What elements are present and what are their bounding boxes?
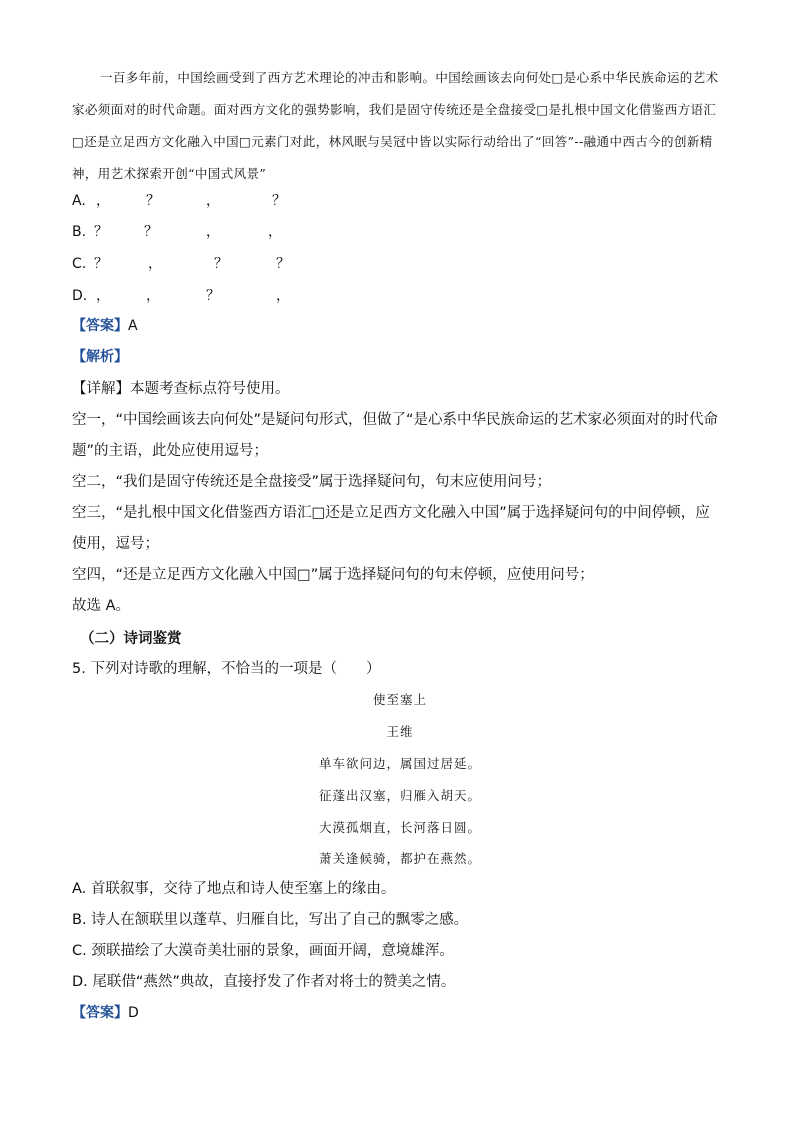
option-a [72,190,372,212]
option-label: D. [72,288,88,304]
poem-line-2: 征蓬出汉塞，归雁入胡天。 [318,788,481,803]
option-mark: ？ [94,224,108,240]
poem-author: 王维 [386,724,414,739]
question-passage [72,62,722,190]
answer-line-1 [72,315,138,337]
option-mark: ？ [272,193,286,209]
option-mark: ， [206,193,220,209]
answer-tag: 【答案】 [72,318,128,334]
option-mark: ？ [94,256,108,272]
option-mark: ， [268,224,282,240]
section-title: （二）诗词鉴赏 [80,631,182,647]
option-mark: ？ [144,224,158,240]
blank-3: 空三，“是扎根中国文化借鉴西方语汇□还是立足西方文化融入中国”属于选择疑问句的中间停顿，应使用，逗号； [72,505,710,552]
poem-line-3: 大漠孤烟直，长河落日圆。 [318,820,481,835]
answer-value: A [128,318,138,334]
option-mark: ？ [206,288,220,304]
option-mark: ？ [276,256,290,272]
option-mark: ， [148,256,162,272]
explanation-block [72,374,724,622]
conclusion: 故选 A。 [72,598,131,614]
answer-value: D [128,1005,139,1021]
passage-text: 一百多年前，中国绘画受到了西方艺术理论的冲击和影响。中国绘画该去向何处□是心系中华民族命运的艺术家必须面对的时代命题。面对西方文化的强势影响，我们是固守传统还是全盘接受□是扎根中国文化借鉴西方语汇□还是立足西方文化融入中国□元素门对此，林风眠与吴冠中皆以实际行动给出了“回答”--融通中西古今的创新精神，用艺术探索开创“中国式风景” [72,70,719,181]
blank-1: 空一，“中国绘画该去向何处”是疑问句形式，但做了“是心系中华民族命运的艺术家必须面对的时代命题”的主语，此处应使用逗号； [72,412,719,459]
option-d [72,285,372,307]
option-mark: ？ [146,193,160,209]
option-label: C. [72,256,87,272]
option-mark: ？ [214,256,228,272]
blank-2: 空二，“我们是固守传统还是全盘接受”属于选择疑问句，句末应使用问号； [72,474,552,490]
q5-option-b: B. 诗人在颔联里以蓬草、归雁自比，写出了自己的飘零之感。 [72,912,469,928]
option-mark: ， [146,288,160,304]
option-mark: ， [276,288,290,304]
analysis-line [72,346,128,368]
poem-title: 使至塞上 [372,692,427,707]
q5-option-a: A. 首联叙事，交待了地点和诗人使至塞上的缘由。 [72,881,396,897]
option-mark: ， [96,193,110,209]
option-mark: ， [206,224,220,240]
poem-line-1: 单车欲问边，属国过居延。 [318,756,481,771]
option-label: B. [72,224,87,240]
detail-tag: 【详解】 [72,381,130,397]
answer-tag: 【答案】 [72,1005,128,1021]
analysis-tag: 【解析】 [72,349,128,365]
option-b [72,221,372,243]
question-5: 5. 下列对诗歌的理解，不恰当的一项是（ ） [72,661,381,677]
poem-line-4: 萧关逢候骑，都护在燕然。 [318,851,481,866]
detail-line [72,374,724,405]
option-label: A. [72,193,86,209]
option-c [72,253,372,275]
detail-text: 本题考查标点符号使用。 [130,381,290,397]
answer-line-2 [72,1002,139,1024]
blank-4: 空四，“还是立足西方文化融入中国□”属于选择疑问句的句末停顿，应使用问号； [72,567,594,583]
q5-option-c: C. 颈联描绘了大漠奇美壮丽的景象，画面开阔，意境雄浑。 [72,943,454,959]
option-mark: ， [96,288,110,304]
q5-option-d: D. 尾联借“燕然”典故，直接抒发了作者对将士的赞美之情。 [72,974,456,990]
